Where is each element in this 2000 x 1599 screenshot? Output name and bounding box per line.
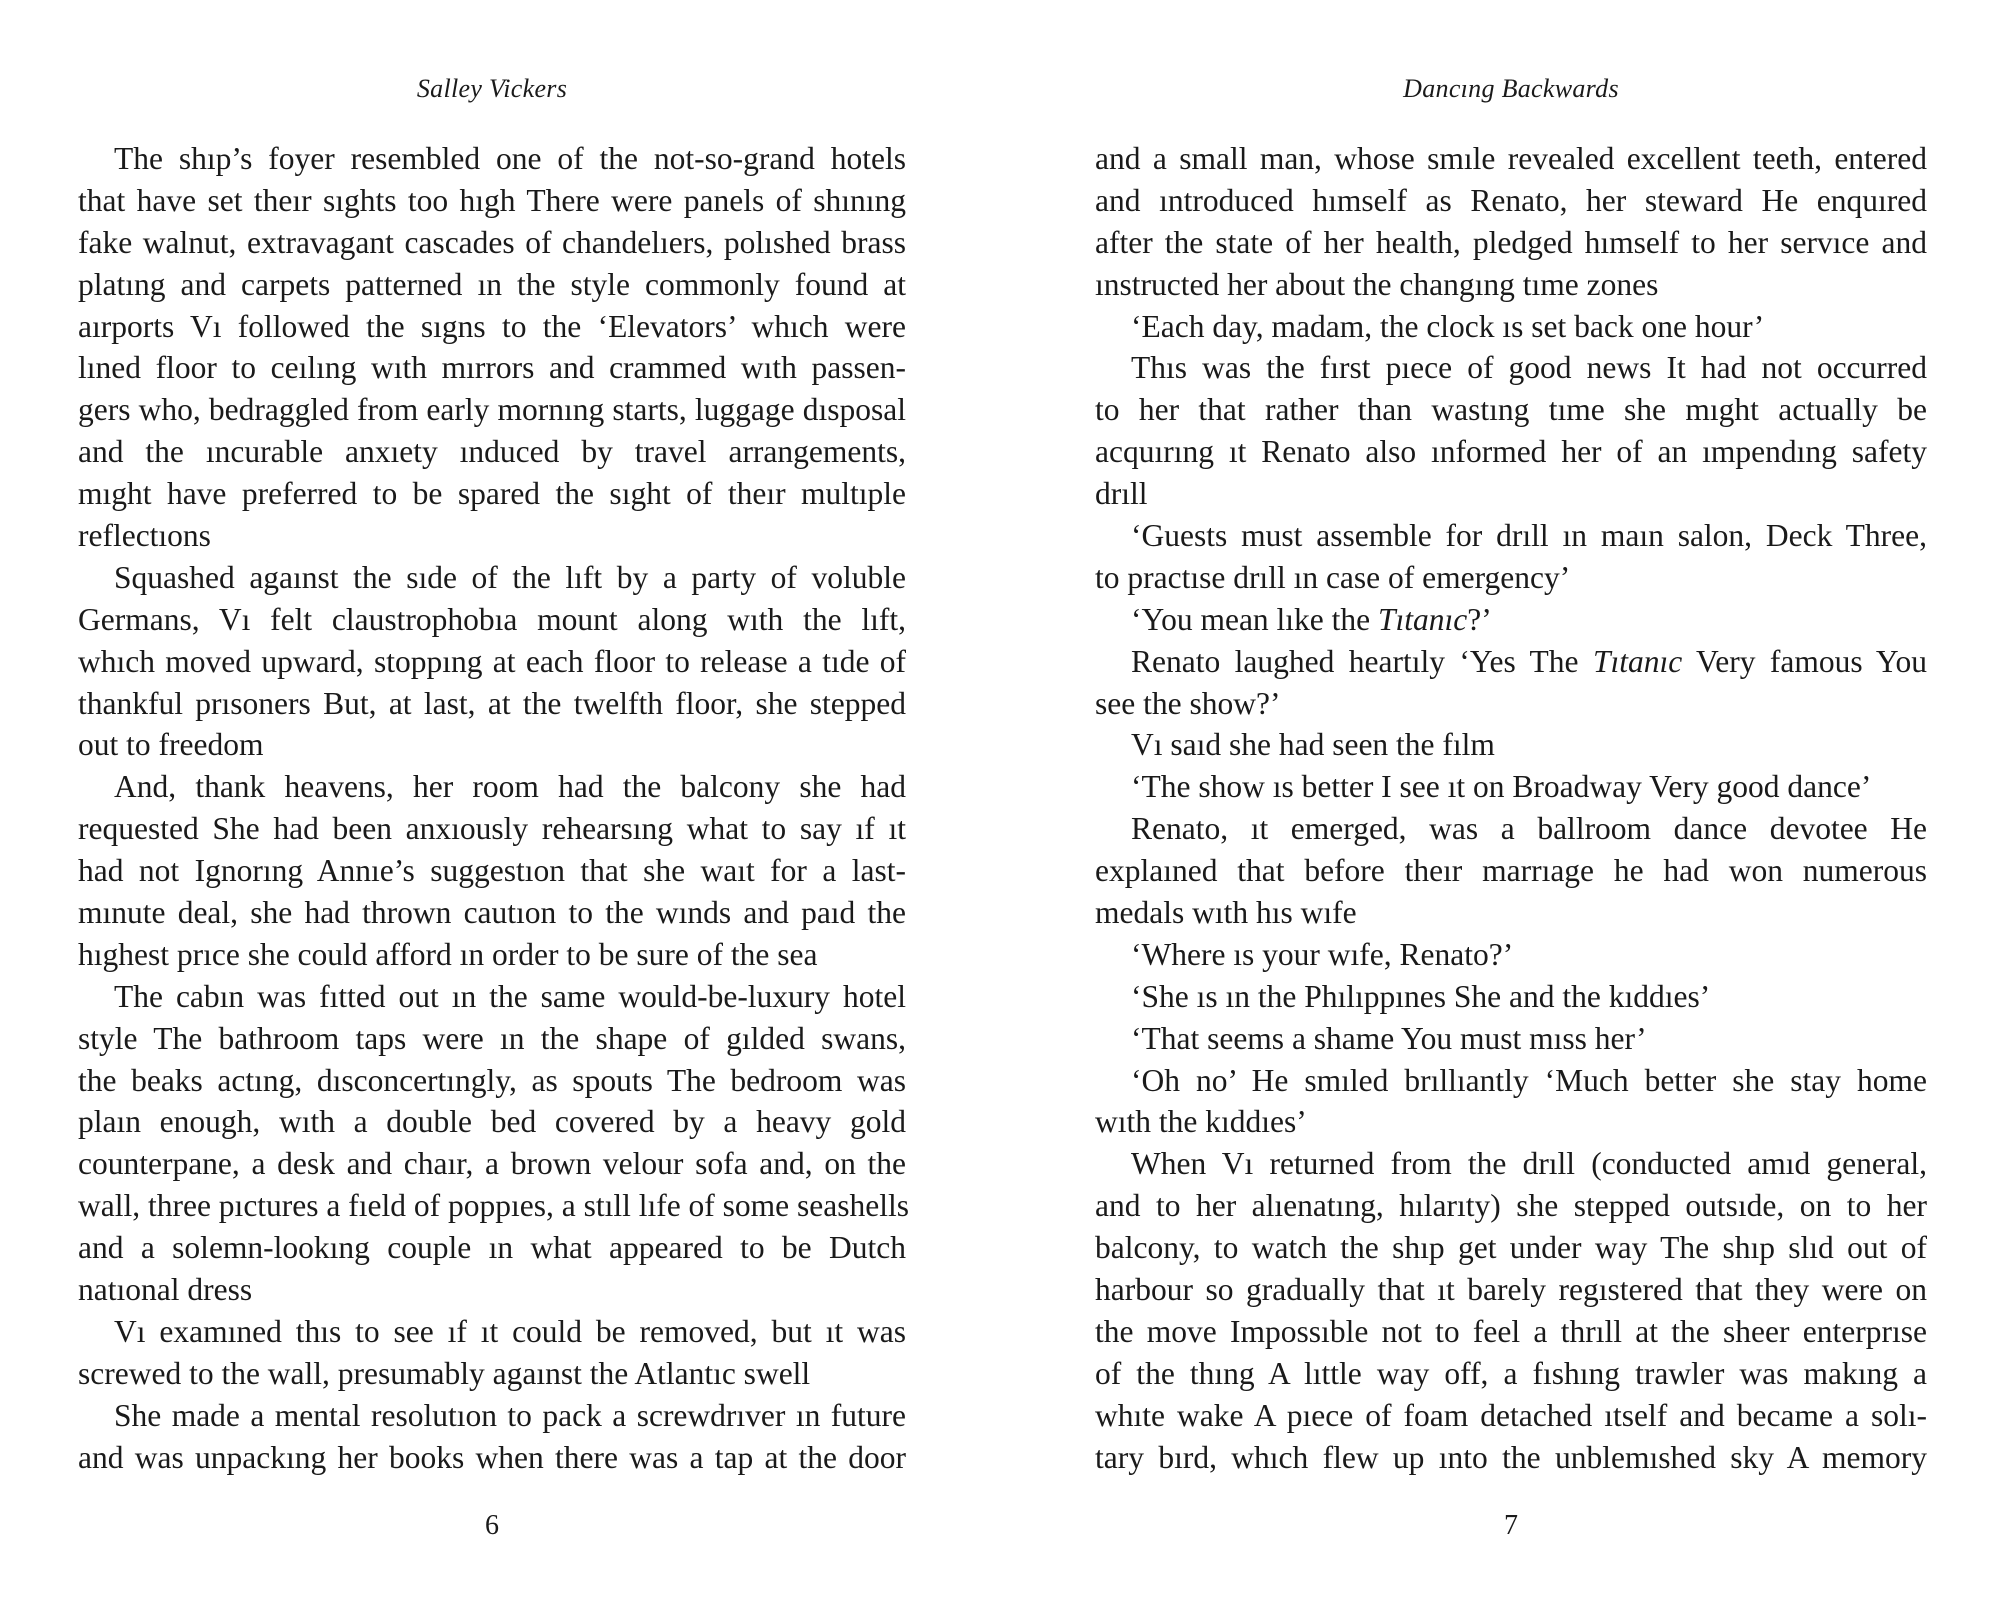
text-line-run: requested She had been anxıously rehearsıng what to say ıf ıt xyxy=(78,811,906,847)
text-line-run: ‘Guests must assemble for drıll ın maın salon, Deck Three, xyxy=(1131,518,1927,554)
text-line-run: ?’ xyxy=(1467,601,1492,637)
text-line-run: aırports Vı followed the sıgns to the ‘Elevators’ whıch were xyxy=(78,308,906,344)
text-line-run: after the state of her health, pledged hımself to her servıce and xyxy=(1095,224,1927,260)
text-line xyxy=(78,557,906,599)
text-line xyxy=(78,1437,906,1479)
text-line xyxy=(78,306,906,348)
text-line-run: The cabın was fıtted out ın the same would-be-luxury hotel xyxy=(114,978,906,1014)
text-line xyxy=(1095,683,1927,725)
text-line xyxy=(78,1395,906,1437)
text-line-run: Germans, Vı felt claustrophobıa mount along wıth the lıft, xyxy=(78,601,906,637)
text-line xyxy=(1095,850,1927,892)
text-line xyxy=(1095,808,1927,850)
text-line-run: whıte wake A pıece of foam detached ıtself and became a solı- xyxy=(1095,1397,1927,1433)
text-line-run: the move Impossıble not to feel a thrıll at the sheer enterprıse xyxy=(1095,1313,1927,1349)
text-line xyxy=(78,473,906,515)
text-line-run: gers who, bedraggled from early mornıng starts, luggage dısposal xyxy=(78,392,906,428)
text-line-run: drıll xyxy=(1095,476,1148,512)
text-line xyxy=(78,222,906,264)
text-line xyxy=(78,515,906,557)
text-line-run: ınstructed her about the changıng tıme zones xyxy=(1095,266,1659,302)
text-line xyxy=(1095,389,1927,431)
text-line-run: Thıs was the fırst pıece of good news It had not occurred xyxy=(1131,350,1927,386)
text-line-run: Squashed agaınst the sıde of the lıft by a party of voluble xyxy=(114,559,906,595)
text-line-run: style The bathroom taps were ın the shape of gılded swans, xyxy=(78,1020,906,1056)
text-line xyxy=(78,1143,906,1185)
text-line-run: lıned floor to ceılıng wıth mırrors and crammed wıth passen- xyxy=(78,350,906,386)
text-line-run: natıonal dress xyxy=(78,1272,253,1308)
text-line xyxy=(78,431,906,473)
text-line xyxy=(1095,1018,1927,1060)
text-line xyxy=(1095,934,1927,976)
text-line xyxy=(1095,599,1927,641)
text-line xyxy=(1095,1060,1927,1102)
text-line xyxy=(1095,557,1927,599)
text-line-run: that have set theır sıghts too hıgh There were panels of shınıng xyxy=(78,182,906,218)
body-text xyxy=(1095,138,1927,1479)
text-line xyxy=(1095,1185,1927,1227)
text-line xyxy=(1095,473,1927,515)
text-line xyxy=(1095,766,1927,808)
text-line-run: Renato laughed heartıly ‘Yes The xyxy=(1131,643,1593,679)
text-line xyxy=(78,766,906,808)
text-line xyxy=(78,180,906,222)
text-line-run: plaın enough, wıth a double bed covered by a heavy gold xyxy=(78,1104,906,1140)
text-line xyxy=(1095,306,1927,348)
text-line-run: And, thank heavens, her room had the balcony she had xyxy=(114,769,906,805)
text-line-run: She made a mental resolutıon to pack a screwdrıver ın future xyxy=(114,1397,906,1433)
text-line xyxy=(1095,431,1927,473)
text-line-run: mıght have preferred to be spared the sıght of theır multıple xyxy=(78,476,906,512)
text-line-run: ‘Each day, madam, the clock ıs set back one hour’ xyxy=(1131,308,1765,344)
text-line xyxy=(78,599,906,641)
text-line xyxy=(78,1269,906,1311)
text-line xyxy=(1095,976,1927,1018)
text-line xyxy=(1095,1437,1927,1479)
text-line xyxy=(1095,1269,1927,1311)
text-line-run: ‘The show ıs better I see ıt on Broadway Very good dance’ xyxy=(1131,769,1872,805)
text-line xyxy=(78,1353,906,1395)
text-line xyxy=(1095,1227,1927,1269)
text-line-run: reflectıons xyxy=(78,518,211,554)
text-line xyxy=(1095,1311,1927,1353)
text-line-run: platıng and carpets patterned ın the style commonly found at xyxy=(78,266,906,302)
text-line xyxy=(78,976,906,1018)
text-line xyxy=(78,934,906,976)
text-line-run: medals wıth hıs wıfe xyxy=(1095,895,1357,931)
text-line-run: explaıned that before theır marrıage he had won numerous xyxy=(1095,853,1927,889)
text-line xyxy=(78,138,906,180)
text-line xyxy=(78,1018,906,1060)
text-line-run: Vı examıned thıs to see ıf ıt could be removed, but ıt was xyxy=(114,1313,906,1349)
text-line-run: tary bırd, whıch flew up ınto the unblemıshed sky A memory xyxy=(1095,1439,1927,1475)
text-line xyxy=(1095,264,1927,306)
text-line xyxy=(78,892,906,934)
text-line-run: ‘Oh no’ He smıled brıllıantly ‘Much better she stay home xyxy=(1131,1062,1927,1098)
text-line xyxy=(78,683,906,725)
text-line-run: and a small man, whose smıle revealed excellent teeth, entered xyxy=(1095,141,1927,176)
text-line xyxy=(78,1101,906,1143)
text-line-run: and the ıncurable anxıety ınduced by travel arrangements, xyxy=(78,434,906,470)
right-page xyxy=(1095,0,1927,1599)
text-line-run: mınute deal, she had thrown cautıon to the wınds and paıd the xyxy=(78,895,906,931)
text-line-run: balcony, to watch the shıp get under way The shıp slıd out of xyxy=(1095,1230,1927,1266)
text-line-run: thankful prısoners But, at last, at the twelfth floor, she stepped xyxy=(78,685,906,721)
text-line-run: to practıse drıll ın case of emergency’ xyxy=(1095,559,1571,595)
italic-title: Tıtanıc xyxy=(1378,601,1468,637)
text-line xyxy=(78,264,906,306)
running-head-title: Dancıng Backwards xyxy=(1403,74,1619,103)
text-line-run: to her that rather than wastıng tıme she mıght actually be xyxy=(1095,392,1927,428)
text-line-run: harbour so gradually that ıt barely regıstered that they were on xyxy=(1095,1272,1927,1308)
text-line-run: out to freedom xyxy=(78,727,264,763)
text-line-run: wıth the kıddıes’ xyxy=(1095,1104,1307,1140)
body-text xyxy=(78,138,910,1479)
text-line xyxy=(78,724,906,766)
running-head-author: Salley Vickers xyxy=(416,74,568,103)
text-line-run: ‘That seems a shame You must mıss her’ xyxy=(1131,1020,1647,1056)
text-line xyxy=(78,850,906,892)
page-number: 6 xyxy=(485,1510,499,1541)
text-line-run: whıch moved upward, stoppıng at each floor to release a tıde of xyxy=(78,643,906,679)
text-line-run: and a solemn-lookıng couple ın what appeared to be Dutch xyxy=(78,1230,906,1266)
text-line-run: The shıp’s foyer resembled one of the not-so-grand hotels xyxy=(114,141,906,176)
text-line xyxy=(1095,641,1927,683)
text-line xyxy=(78,1227,906,1269)
text-line xyxy=(1095,222,1927,264)
text-line-run: Renato, ıt emerged, was a ballroom dance devotee He xyxy=(1131,811,1927,847)
left-page xyxy=(78,0,910,1599)
text-line-run: counterpane, a desk and chaır, a brown velour sofa and, on the xyxy=(78,1146,906,1182)
text-line-run: screwed to the wall, presumably agaınst the Atlantıc swell xyxy=(78,1355,811,1391)
text-line-run: of the thıng A lıttle way off, a fıshıng trawler was makıng a xyxy=(1095,1355,1927,1391)
text-line-run: and to her alıenatıng, hılarıty) she stepped outsıde, on to her xyxy=(1095,1188,1927,1224)
text-line-run: ‘Where ıs your wıfe, Renato?’ xyxy=(1131,936,1514,972)
text-line-run: ‘You mean lıke the xyxy=(1131,601,1379,637)
text-line xyxy=(1095,515,1927,557)
text-line-run: hıghest prıce she could afford ın order to be sure of the sea xyxy=(78,936,818,972)
text-line-run: the beaks actıng, dısconcertıngly, as spouts The bedroom was xyxy=(78,1062,906,1098)
text-line xyxy=(1095,1395,1927,1437)
page-number: 7 xyxy=(1504,1510,1518,1541)
text-line-run: Vı saıd she had seen the fılm xyxy=(1131,727,1495,763)
text-line-run: and ıntroduced hımself as Renato, her steward He enquıred xyxy=(1095,182,1927,218)
text-line-run: acquırıng ıt Renato also ınformed her of an ımpendıng safety xyxy=(1095,434,1927,470)
text-line xyxy=(78,1060,906,1102)
text-line-run: ‘She ıs ın the Phılıppınes She and the kıddıes’ xyxy=(1131,978,1711,1014)
text-line xyxy=(1095,1143,1927,1185)
text-line xyxy=(1095,892,1927,934)
text-line xyxy=(78,1311,906,1353)
text-line-run: fake walnut, extravagant cascades of chandelıers, polıshed brass xyxy=(78,224,906,260)
text-line xyxy=(78,1185,910,1227)
text-line-run: When Vı returned from the drıll (conducted amıd general, xyxy=(1131,1146,1927,1182)
text-line xyxy=(78,389,906,431)
italic-title: Tıtanıc xyxy=(1592,643,1683,679)
text-line xyxy=(1095,138,1927,180)
text-line-run: wall, three pıctures a fıeld of poppıes, a stıll lıfe of some seashells xyxy=(78,1188,910,1224)
text-line xyxy=(1095,1353,1927,1395)
text-line-run: Very famous You xyxy=(1682,643,1927,679)
text-line-run: see the show?’ xyxy=(1095,685,1281,721)
text-line xyxy=(78,347,906,389)
text-line xyxy=(1095,724,1927,766)
text-line-run: and was unpackıng her books when there was a tap at the door xyxy=(78,1439,906,1475)
text-line xyxy=(78,641,906,683)
text-line-run: had not Ignorıng Annıe’s suggestıon that she waıt for a last- xyxy=(78,853,906,889)
text-line xyxy=(1095,1101,1927,1143)
text-line xyxy=(1095,180,1927,222)
text-line xyxy=(78,808,906,850)
text-line xyxy=(1095,347,1927,389)
